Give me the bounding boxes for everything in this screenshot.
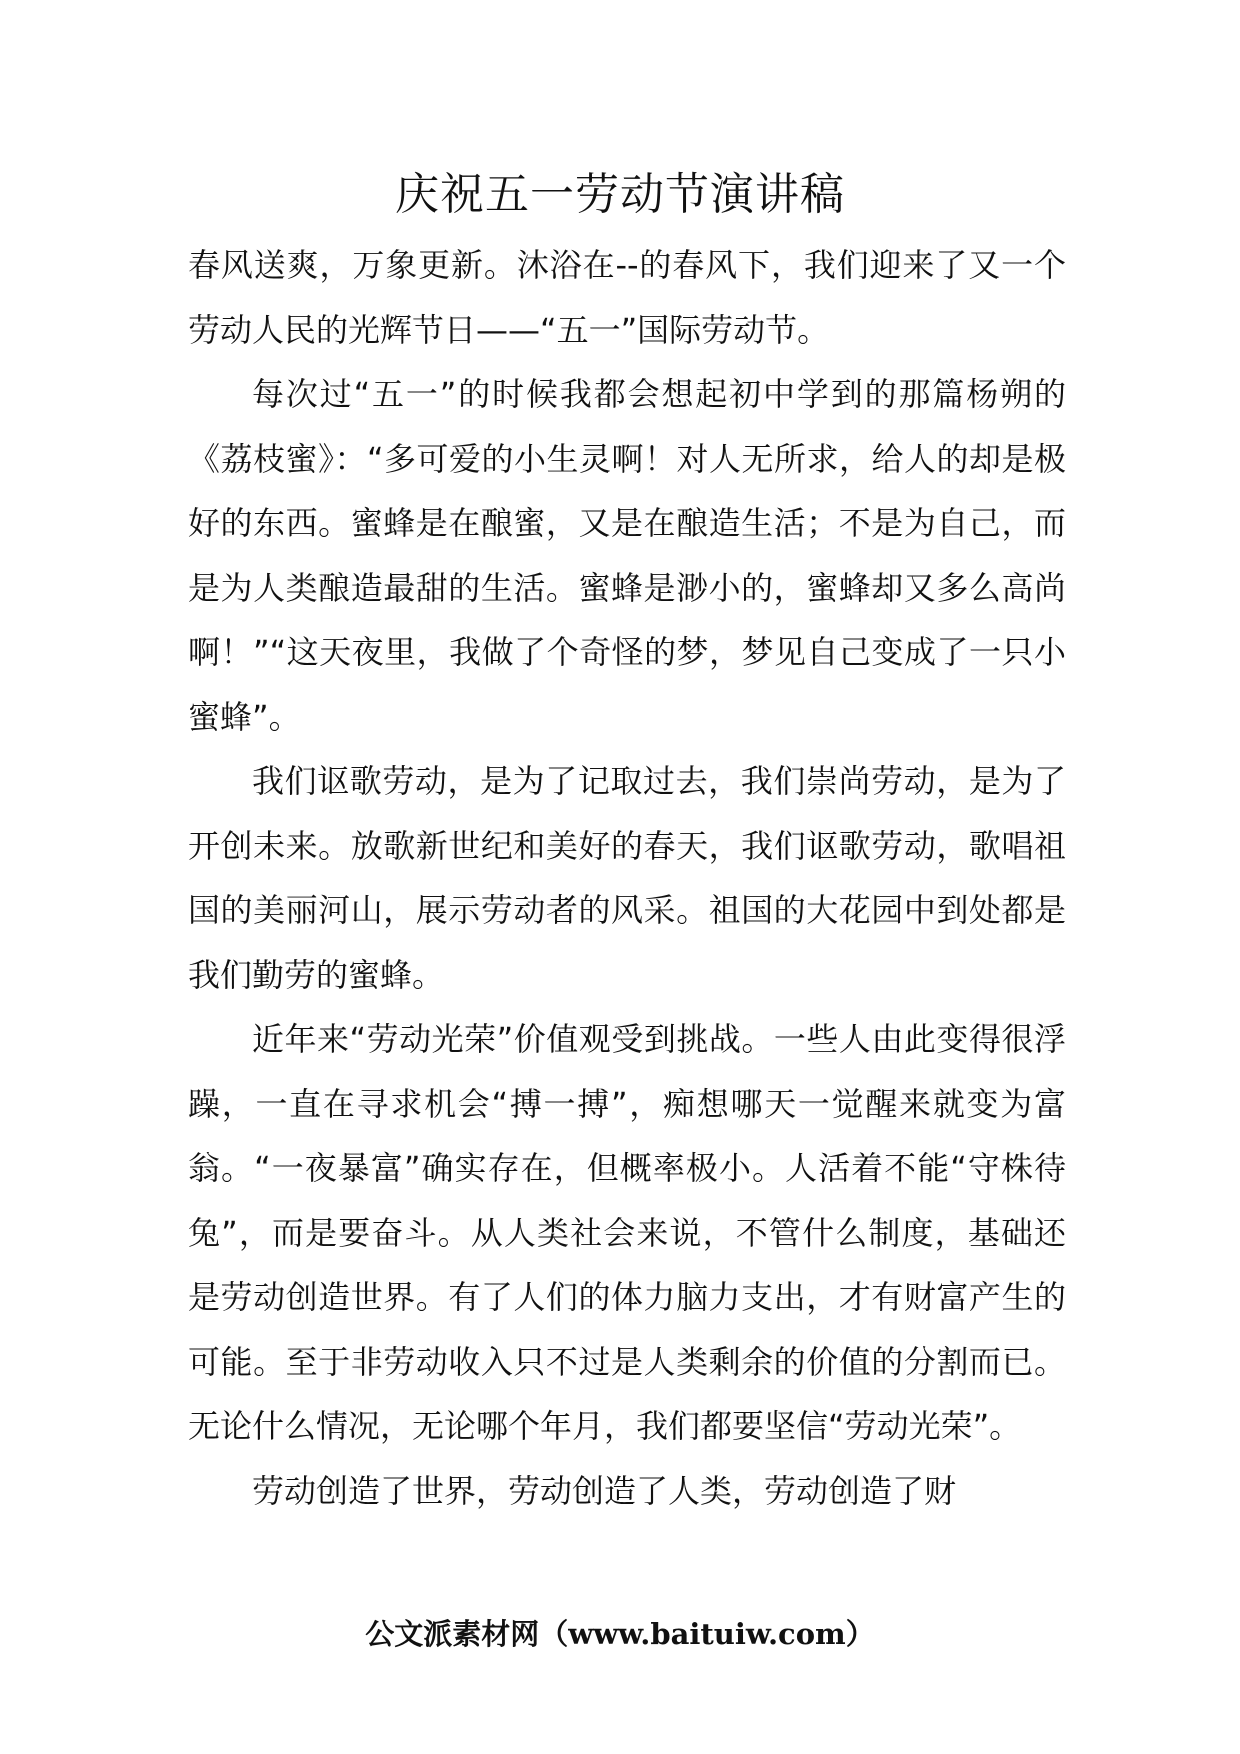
- paragraph-3: 我们讴歌劳动，是为了记取过去，我们崇尚劳动，是为了开创未来。放歌新世纪和美好的春天，我们讴歌劳动，歌唱祖国的美丽河山，展示劳动者的风采。祖国的大花园中到处都是我们勤劳的蜜蜂。: [188, 762, 1066, 994]
- paragraph-2: 每次过“五一”的时候我都会想起初中学到的那篇杨朔的《荔枝蜜》：“多可爱的小生灵啊！对人无所求，给人的却是极好的东西。蜜蜂是在酿蜜，又是在酿造生活；不是为自己，而是为人类酿造最甜的生活。蜜蜂是渺小的，蜜蜂却又多么高尚啊！”“这天夜里，我做了个奇怪的梦，梦见自己变成了一只小蜜蜂”。: [188, 375, 1066, 736]
- document-body: [188, 233, 1066, 1523]
- footer-source: 公文派素材网（www.baituiw.com）: [365, 1617, 875, 1651]
- paragraph-4: 近年来“劳动光荣”价值观受到挑战。一些人由此变得很浮躁，一直在寻求机会“搏一搏”，痴想哪天一觉醒来就变为富翁。“一夜暴富”确实存在，但概率极小。人活着不能“守株待兔”，而是要奋斗。从人类社会来说，不管什么制度，基础还是劳动创造世界。有了人们的体力脑力支出，才有财富产生的可能。至于非劳动收入只不过是人类剩余的价值的分割而已。无论什么情况，无论哪个年月，我们都要坚信“劳动光荣”。: [188, 1020, 1066, 1445]
- paragraph-1: 春风送爽，万象更新。沐浴在--的春风下，我们迎来了又一个劳动人民的光辉节日——“五一”国际劳动节。: [188, 246, 1066, 349]
- paragraph-5: 劳动创造了世界，劳动创造了人类，劳动创造了财: [252, 1471, 957, 1510]
- document-title: 庆祝五一劳动节演讲稿: [395, 169, 845, 220]
